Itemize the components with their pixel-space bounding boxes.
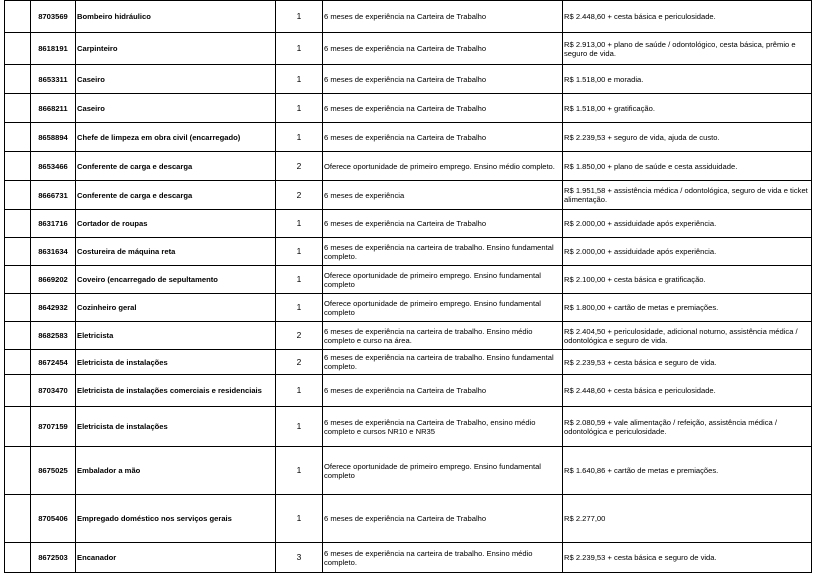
salary-benefits-cell: R$ 2.277,00 — [563, 495, 812, 543]
requirements-cell: 6 meses de experiência na Carteira de Trabalho — [323, 495, 563, 543]
row-marker-cell — [5, 152, 31, 181]
job-title-cell: Carpinteiro — [76, 33, 276, 65]
salary-benefits-cell: R$ 2.000,00 + assiduidade após experiência. — [563, 238, 812, 266]
job-title-cell: Bombeiro hidráulico — [76, 1, 276, 33]
row-marker-cell — [5, 375, 31, 407]
job-title-cell: Caseiro — [76, 65, 276, 94]
table-row — [5, 543, 812, 573]
requirements-cell: 6 meses de experiência na Carteira de Trabalho — [323, 375, 563, 407]
vacancies-cell: 3 — [276, 543, 323, 573]
job-listings-body — [5, 1, 812, 573]
requirements-cell: 6 meses de experiência na Carteira de Trabalho — [323, 123, 563, 152]
requirements-cell: 6 meses de experiência na Carteira de Trabalho, ensino médio completo e cursos NR10 e NR35 — [323, 407, 563, 447]
job-title-cell: Eletricista de instalações — [76, 407, 276, 447]
table-row — [5, 407, 812, 447]
job-title-cell: Eletricista — [76, 322, 276, 350]
vacancies-cell: 1 — [276, 266, 323, 294]
row-marker-cell — [5, 238, 31, 266]
vacancies-cell: 1 — [276, 65, 323, 94]
salary-benefits-cell: R$ 2.239,53 + cesta básica e seguro de vida. — [563, 543, 812, 573]
job-title-cell: Conferente de carga e descarga — [76, 181, 276, 210]
salary-benefits-cell: R$ 2.448,60 + cesta básica e periculosidade. — [563, 1, 812, 33]
row-marker-cell — [5, 266, 31, 294]
requirements-cell: 6 meses de experiência na Carteira de Trabalho — [323, 210, 563, 238]
job-code-cell: 8618191 — [31, 33, 76, 65]
vacancies-cell: 1 — [276, 495, 323, 543]
job-title-cell: Coveiro (encarregado de sepultamento — [76, 266, 276, 294]
salary-benefits-cell: R$ 1.640,86 + cartão de metas e premiações. — [563, 447, 812, 495]
requirements-cell: 6 meses de experiência na Carteira de Trabalho — [323, 94, 563, 123]
job-title-cell: Embalador a mão — [76, 447, 276, 495]
job-title-cell: Cortador de roupas — [76, 210, 276, 238]
salary-benefits-cell: R$ 2.913,00 + plano de saúde / odontológico, cesta básica, prêmio e seguro de vida. — [563, 33, 812, 65]
requirements-cell: Oferece oportunidade de primeiro emprego. Ensino fundamental completo — [323, 447, 563, 495]
vacancies-cell: 2 — [276, 322, 323, 350]
salary-benefits-cell: R$ 2.239,53 + cesta básica e seguro de vida. — [563, 350, 812, 375]
job-code-cell: 8666731 — [31, 181, 76, 210]
job-title-cell: Chefe de limpeza em obra civil (encarregado) — [76, 123, 276, 152]
job-title-cell: Costureira de máquina reta — [76, 238, 276, 266]
job-code-cell: 8658894 — [31, 123, 76, 152]
row-marker-cell — [5, 495, 31, 543]
salary-benefits-cell: R$ 2.000,00 + assiduidade após experiência. — [563, 210, 812, 238]
table-row — [5, 65, 812, 94]
requirements-cell: 6 meses de experiência na Carteira de Trabalho — [323, 65, 563, 94]
requirements-cell: 6 meses de experiência na carteira de trabalho. Ensino médio completo e curso na área. — [323, 322, 563, 350]
job-title-cell: Empregado doméstico nos serviços gerais — [76, 495, 276, 543]
job-title-cell: Conferente de carga e descarga — [76, 152, 276, 181]
requirements-cell: Oferece oportunidade de primeiro emprego. Ensino fundamental completo — [323, 294, 563, 322]
vacancies-cell: 2 — [276, 181, 323, 210]
requirements-cell: Oferece oportunidade de primeiro emprego. Ensino fundamental completo — [323, 266, 563, 294]
job-code-cell: 8669202 — [31, 266, 76, 294]
vacancies-cell: 1 — [276, 33, 323, 65]
vacancies-cell: 1 — [276, 210, 323, 238]
table-row — [5, 350, 812, 375]
table-row — [5, 375, 812, 407]
table-row — [5, 181, 812, 210]
job-code-cell: 8631716 — [31, 210, 76, 238]
table-row — [5, 266, 812, 294]
row-marker-cell — [5, 33, 31, 65]
row-marker-cell — [5, 294, 31, 322]
requirements-cell: 6 meses de experiência — [323, 181, 563, 210]
job-code-cell: 8703569 — [31, 1, 76, 33]
salary-benefits-cell: R$ 1.850,00 + plano de saúde e cesta assiduidade. — [563, 152, 812, 181]
vacancies-cell: 1 — [276, 1, 323, 33]
salary-benefits-cell: R$ 2.239,53 + seguro de vida, ajuda de custo. — [563, 123, 812, 152]
row-marker-cell — [5, 407, 31, 447]
vacancies-cell: 1 — [276, 123, 323, 152]
vacancies-cell: 1 — [276, 238, 323, 266]
table-row — [5, 210, 812, 238]
row-marker-cell — [5, 94, 31, 123]
job-title-cell: Eletricista de instalações — [76, 350, 276, 375]
salary-benefits-cell: R$ 1.518,00 + gratificação. — [563, 94, 812, 123]
salary-benefits-cell: R$ 2.448,60 + cesta básica e periculosidade. — [563, 375, 812, 407]
job-code-cell: 8672454 — [31, 350, 76, 375]
job-code-cell: 8668211 — [31, 94, 76, 123]
job-code-cell: 8682583 — [31, 322, 76, 350]
row-marker-cell — [5, 1, 31, 33]
table-row — [5, 33, 812, 65]
row-marker-cell — [5, 181, 31, 210]
table-row — [5, 447, 812, 495]
table-row — [5, 1, 812, 33]
job-title-cell: Caseiro — [76, 94, 276, 123]
table-row — [5, 152, 812, 181]
job-code-cell: 8675025 — [31, 447, 76, 495]
job-code-cell: 8705406 — [31, 495, 76, 543]
salary-benefits-cell: R$ 1.518,00 e moradia. — [563, 65, 812, 94]
salary-benefits-cell: R$ 2.080,59 + vale alimentação / refeição, assistência médica / odontológica e periculosidade. — [563, 407, 812, 447]
requirements-cell: 6 meses de experiência na Carteira de Trabalho — [323, 33, 563, 65]
requirements-cell: 6 meses de experiência na Carteira de Trabalho — [323, 1, 563, 33]
row-marker-cell — [5, 543, 31, 573]
requirements-cell: 6 meses de experiência na carteira de trabalho. Ensino fundamental completo. — [323, 238, 563, 266]
salary-benefits-cell: R$ 2.404,50 + periculosidade, adicional noturno, assistência médica / odontológica e seguro de vida. — [563, 322, 812, 350]
requirements-cell: 6 meses de experiência na carteira de trabalho. Ensino fundamental completo. — [323, 350, 563, 375]
job-code-cell: 8672503 — [31, 543, 76, 573]
job-listings-table — [4, 0, 812, 573]
table-row — [5, 238, 812, 266]
salary-benefits-cell: R$ 1.800,00 + cartão de metas e premiações. — [563, 294, 812, 322]
row-marker-cell — [5, 65, 31, 94]
table-row — [5, 123, 812, 152]
vacancies-cell: 1 — [276, 407, 323, 447]
table-row — [5, 294, 812, 322]
vacancies-cell: 1 — [276, 294, 323, 322]
job-code-cell: 8653311 — [31, 65, 76, 94]
vacancies-cell: 2 — [276, 152, 323, 181]
job-code-cell: 8653466 — [31, 152, 76, 181]
row-marker-cell — [5, 350, 31, 375]
requirements-cell: Oferece oportunidade de primeiro emprego. Ensino médio completo. — [323, 152, 563, 181]
row-marker-cell — [5, 210, 31, 238]
job-code-cell: 8707159 — [31, 407, 76, 447]
vacancies-cell: 1 — [276, 375, 323, 407]
salary-benefits-cell: R$ 2.100,00 + cesta básica e gratificação. — [563, 266, 812, 294]
row-marker-cell — [5, 123, 31, 152]
table-row — [5, 94, 812, 123]
job-code-cell: 8642932 — [31, 294, 76, 322]
job-code-cell: 8703470 — [31, 375, 76, 407]
row-marker-cell — [5, 322, 31, 350]
job-code-cell: 8631634 — [31, 238, 76, 266]
vacancies-cell: 2 — [276, 350, 323, 375]
job-title-cell: Eletricista de instalações comerciais e residenciais — [76, 375, 276, 407]
salary-benefits-cell: R$ 1.951,58 + assistência médica / odontológica, seguro de vida e ticket alimentação. — [563, 181, 812, 210]
row-marker-cell — [5, 447, 31, 495]
job-title-cell: Encanador — [76, 543, 276, 573]
vacancies-cell: 1 — [276, 94, 323, 123]
requirements-cell: 6 meses de experiência na carteira de trabalho. Ensino médio completo. — [323, 543, 563, 573]
table-row — [5, 322, 812, 350]
table-row — [5, 495, 812, 543]
job-title-cell: Cozinheiro geral — [76, 294, 276, 322]
vacancies-cell: 1 — [276, 447, 323, 495]
